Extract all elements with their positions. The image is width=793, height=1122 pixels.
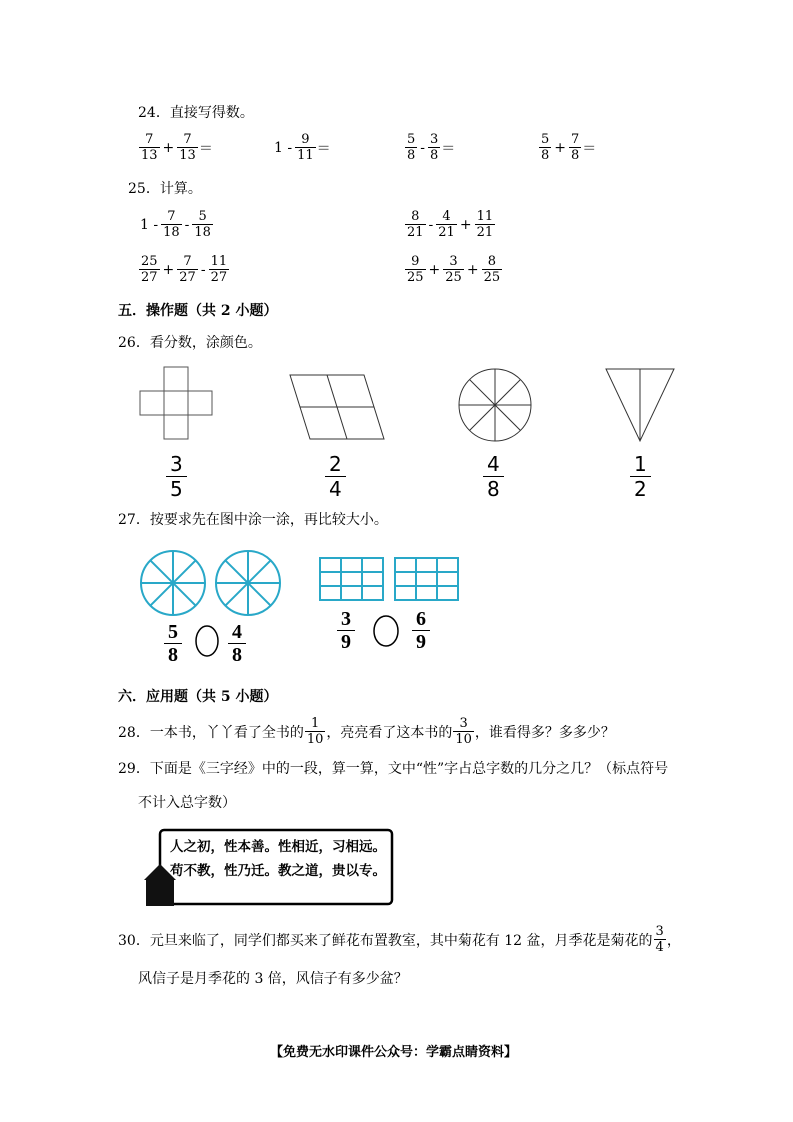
q25-label: 25．计算。 (128, 181, 202, 197)
q25-expr-2: $\frac{8}{21}$ - $\frac{4}{21}$ + $\frac{11}{21}$ (407, 209, 494, 240)
q24-expr-1: $\frac{7}{13}$ + $\frac{7}{13}$ ＝ (141, 132, 213, 163)
q24-label: 24．直接写得数。 (138, 105, 254, 121)
q26-frac-3: 4 8 (483, 452, 504, 501)
q30-line-1: 30．元旦来临了，同学们都买来了鲜花布置教室，其中菊花有 12 盆，月季花是菊花的 $\frac{3}{4}$ ， (118, 924, 681, 955)
q27-frac-right-a: $\frac{3}{9}$ (337, 608, 355, 653)
q29-line-1: 29．下面是《三字经》中的一段，算一算，文中“性”字占总字数的几分之几？（标点符号 (118, 761, 669, 777)
q30-line-2: 风信子是月季花的 3 倍，风信子有多少盆？ (138, 971, 408, 987)
q24-expr-3: $\frac{5}{8}$ - $\frac{3}{8}$ ＝ (407, 132, 456, 163)
q24-expr-2: 1 - $\frac{9}{11}$ ＝ (274, 132, 331, 163)
q27-frac-left-a: $\frac{5}{8}$ (164, 621, 182, 666)
q28-text: 28．一本书，丫丫看了全书的 $\frac{1}{10}$ ，亮亮看了这本书的 $\frac{3}{10}$ ，谁看得多？多多少？ (118, 716, 615, 747)
teal-circle-2 (216, 551, 280, 615)
circle-shape (459, 369, 531, 441)
sanzijing-line-2: 苟不教，性乃迁。教之道，贵以专。 (170, 863, 386, 879)
cross-shape (140, 367, 212, 439)
q26-shapes (138, 365, 698, 445)
q27-label: 27．按要求先在图中涂一涂，再比较大小。 (118, 512, 388, 528)
teal-grid-2 (395, 558, 458, 600)
q26-frac-4: 1 2 (630, 452, 651, 501)
teal-grid-1 (320, 558, 383, 600)
q25-expr-4: $\frac{9}{25}$ + $\frac{3}{25}$ + $\frac{8}{25}$ (407, 254, 501, 285)
footer-note: 【免费无水印课件公众号：学霸点睛资料】 (270, 1045, 518, 1060)
q27-frac-left-b: $\frac{4}{8}$ (228, 621, 246, 666)
section-6-heading: 六．应用题（共 5 小题） (118, 689, 278, 705)
compare-oval-right[interactable] (372, 614, 400, 648)
q27-frac-right-b: $\frac{6}{9}$ (412, 608, 430, 653)
sanzijing-line-1: 人之初，性本善。性相近，习相远。 (170, 839, 386, 855)
parallelogram-shape (290, 375, 384, 439)
triangle-shape (606, 369, 674, 441)
section-5-heading: 五．操作题（共 2 小题） (118, 303, 278, 319)
compare-oval-left[interactable] (194, 624, 220, 658)
q26-label: 26．看分数，涂颜色。 (118, 335, 262, 351)
q29-line-2: 不计入总字数） (138, 795, 236, 811)
q24-expr-4: $\frac{5}{8}$ + $\frac{7}{8}$ ＝ (541, 132, 597, 163)
q25-expr-1: 1 - $\frac{7}{18}$ - $\frac{5}{18}$ (140, 209, 211, 240)
q26-frac-2: 2 4 (325, 452, 346, 501)
teal-circle-1 (141, 551, 205, 615)
q25-expr-3: $\frac{25}{27}$ + $\frac{7}{27}$ - $\frac{11}{27}$ (141, 254, 228, 285)
q26-frac-1: 3 5 (166, 452, 187, 501)
